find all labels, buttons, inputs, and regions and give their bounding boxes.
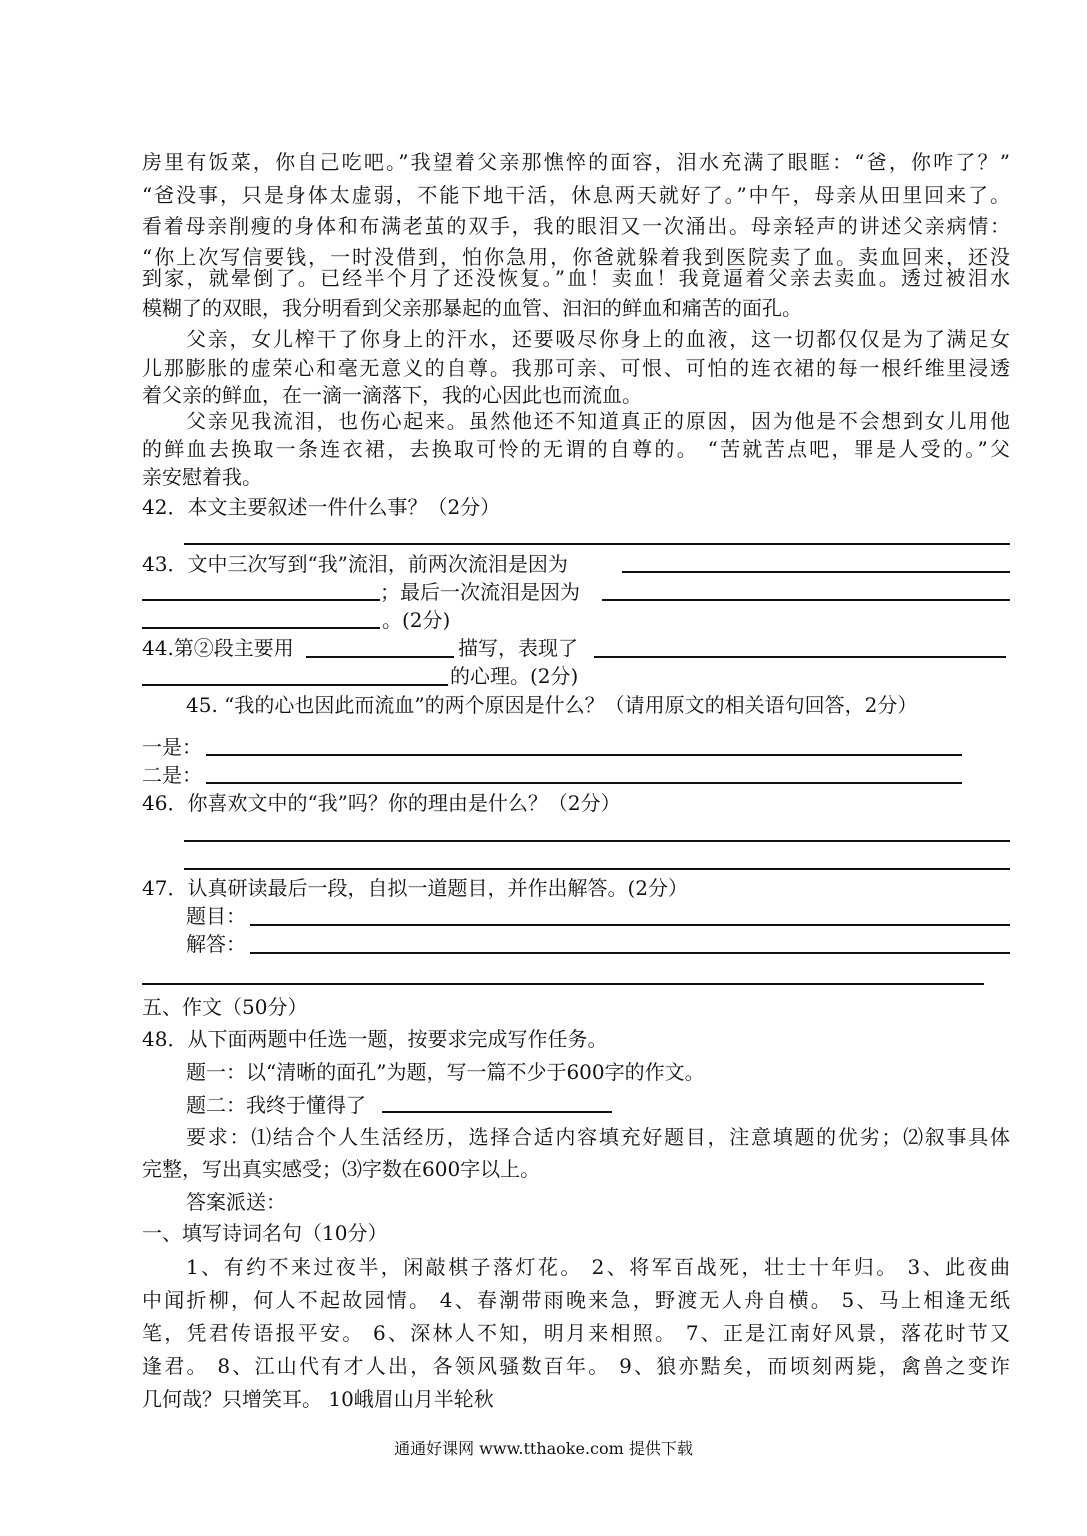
passage-line: 着父亲的鲜血，在一滴一滴落下，我的心因此也而流血。 (142, 383, 642, 407)
question-43: 43．文中三次写到“我”流泪，前两次流泪是因为 (142, 552, 568, 576)
passage-line: 到家，就晕倒了。已经半个月了还没恢复。”血！卖血！我竟逼着父亲去卖血。透过被泪水 (142, 266, 1010, 290)
passage-line: 父亲见我流泪，也伤心起来。虽然他还不知道真正的原因，因为他是不会想到女儿用他 (186, 409, 1010, 433)
answer-line-44-shows-cont[interactable] (142, 684, 448, 686)
essay-heading: 五、作文（50分） (142, 995, 308, 1019)
answers-line: 逢君。 8、江山代有才人出，各领风骚数百年。 9、狼亦黠矣，而顷刻两毙，禽兽之变诈 (142, 1354, 1010, 1378)
answer-line-47-answer-cont[interactable] (142, 983, 984, 985)
essay-topic-1: 题一：以“清晰的面孔”为题，写一篇不少于600字的作文。 (186, 1060, 705, 1084)
passage-line: 父亲，女儿榨干了你身上的汗水，还要吸尽你身上的血液，这一切都仅仅是为了满足女 (186, 327, 1010, 351)
passage-line: 的鲜血去换取一条连衣裙，去换取可怜的无谓的自尊的。 “苦就苦点吧，罪是人受的。”父 (142, 437, 1010, 461)
answer-line-topic-2[interactable] (382, 1111, 612, 1113)
answers-line: 笔，凭君传语报平安。 6、深林人不知，明月来相照。 7、正是江南好风景，落花时节又 (142, 1321, 1010, 1345)
passage-line: 亲安慰着我。 (142, 465, 262, 489)
essay-requirements-line: 完整，写出真实感受；⑶字数在600字以上。 (142, 1157, 541, 1181)
question-46: 46．你喜欢文中的“我”吗？你的理由是什么？（2分） (142, 791, 621, 815)
question-45: 45. “我的心也因此而流血”的两个原因是什么？（请用原文的相关语句回答，2分） (186, 693, 918, 717)
passage-line: 儿那膨胀的虚荣心和毫无意义的自尊。我那可亲、可恨、可怕的连衣裙的每一根纤维里浸透 (142, 356, 1010, 380)
question-45-one-label: 一是： (142, 735, 202, 759)
question-48: 48．从下面两题中任选一题，按要求完成写作任务。 (142, 1027, 608, 1051)
question-45-two-label: 二是： (142, 763, 202, 787)
answer-line-45-one[interactable] (206, 754, 962, 756)
question-42: 42．本文主要叙述一件什么事？（2分） (142, 495, 501, 519)
answer-line-43-first-cont[interactable] (142, 599, 380, 601)
answers-line: 1、有约不来过夜半，闲敲棋子落灯花。 2、将军百战死，壮士十年归。 3、此夜曲 (186, 1255, 1010, 1279)
question-43-part2: ；最后一次流泪是因为 (380, 580, 580, 604)
answers-line: 中闻折柳，何人不起故园情。 4、春潮带雨晚来急，野渡无人舟自横。 5、马上相逢无纸 (142, 1288, 1010, 1312)
question-47-answer-label: 解答： (186, 932, 246, 956)
answer-line-47-title[interactable] (250, 924, 1010, 926)
answer-line-44-method[interactable] (306, 656, 454, 658)
passage-line: 模糊了的双眼，我分明看到父亲那暴起的血管、汩汩的鲜血和痛苦的面孔。 (142, 296, 802, 320)
answer-line-43-last[interactable] (602, 599, 1010, 601)
answer-line-46-a[interactable] (184, 840, 1010, 842)
answers-line: 几何哉？只增笑耳。 10峨眉山月半轮秋 (142, 1387, 494, 1411)
question-47: 47．认真研读最后一段，自拟一道题目，并作出解答。(2分） (142, 876, 688, 900)
passage-line: “爸没事，只是身体太虚弱，不能下地干活，休息两天就好了。”中午，母亲从田里回来了。 (142, 183, 1010, 207)
question-44: 44.第②段主要用 (142, 636, 294, 660)
page-footer: 通通好课网 www.tthaoke.com 提供下载 (394, 1439, 693, 1458)
answer-line-47-answer[interactable] (250, 952, 1010, 954)
answer-line-46-b[interactable] (184, 868, 1010, 870)
answers-section-1: 一、填写诗词名句（10分） (142, 1221, 388, 1245)
passage-line: “你上次写信要钱，一时没借到，怕你急用，你爸就躲着我到医院卖了血。卖血回来，还没 (142, 245, 1010, 269)
answer-line-43-first[interactable] (622, 571, 1010, 573)
essay-topic-2: 题二：我终于懂得了 (186, 1093, 366, 1117)
answer-line-42[interactable] (184, 543, 1010, 545)
answers-label: 答案派送： (186, 1190, 286, 1214)
answer-line-43-last-cont[interactable] (142, 627, 380, 629)
question-47-title-label: 题目： (186, 904, 246, 928)
passage-line: 房里有饭菜，你自己吃吧。”我望着父亲那憔悴的面容，泪水充满了眼眶：“爸，你咋了？” (142, 150, 1010, 174)
answer-line-45-two[interactable] (206, 782, 962, 784)
passage-line: 看着母亲削瘦的身体和布满老茧的双手，我的眼泪又一次涌出。母亲轻声的讲述父亲病情： (142, 214, 1010, 238)
question-43-part3: 。(2分) (382, 608, 451, 632)
question-44-part3: 的心理。(2分) (450, 664, 579, 688)
question-44-part2: 描写，表现了 (458, 636, 578, 660)
answer-line-44-shows[interactable] (594, 656, 1006, 658)
essay-requirements-line: 要求：⑴结合个人生活经历，选择合适内容填充好题目，注意填题的优劣；⑵叙事具体 (186, 1125, 1010, 1149)
